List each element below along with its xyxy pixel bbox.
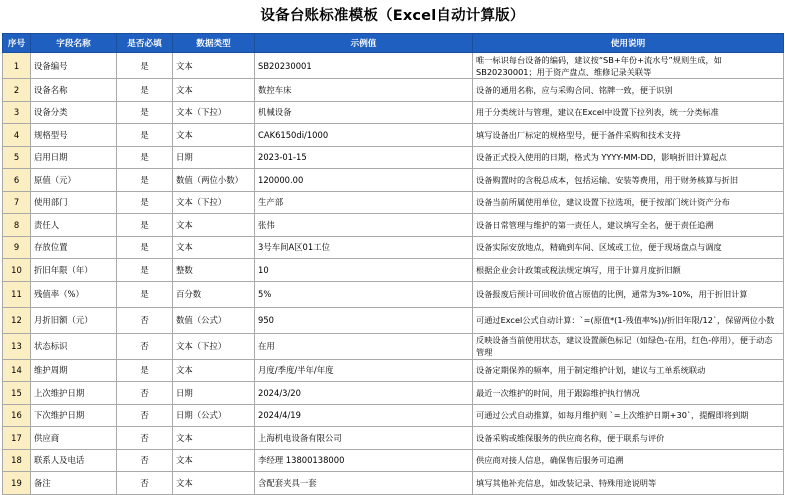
description-text: 设备的通用名称，应与采购合同、铭牌一致，便于识别 — [476, 84, 673, 95]
table-row — [3, 101, 784, 124]
table-row — [3, 124, 784, 147]
description-text: 设备购置时的含税总成本，包括运输、安装等费用，用于财务核算与折旧 — [476, 174, 739, 185]
table-row — [3, 382, 784, 405]
header-required: 是否必填 — [117, 34, 173, 53]
cell-no[interactable]: 2 — [3, 79, 31, 102]
header-no: 序号 — [3, 34, 31, 53]
cell-no[interactable]: 8 — [3, 214, 31, 237]
table-row — [3, 281, 784, 307]
header-description: 使用说明 — [473, 34, 784, 53]
cell-required[interactable]: 是 — [117, 124, 173, 147]
cell-description[interactable] — [473, 382, 784, 405]
description-text: 供应商对接人信息，确保售后服务可追溯 — [476, 455, 624, 466]
description-text: 设备定期保养的频率，用于制定维护计划，建议与工单系统联动 — [476, 365, 706, 376]
cell-description[interactable] — [473, 359, 784, 382]
header-row — [3, 34, 784, 53]
cell-description[interactable] — [473, 146, 784, 169]
cell-no[interactable]: 1 — [3, 53, 31, 79]
table-row — [3, 214, 784, 237]
description-text: 根据企业会计政策或税法规定填写，用于计算月度折旧额 — [476, 264, 681, 275]
cell-type[interactable]: 文本 — [173, 427, 255, 450]
description-text: 填写其他补充信息，如改装记录、特殊用途说明等 — [476, 477, 657, 488]
cell-field[interactable]: 维护周期 — [31, 359, 117, 382]
cell-type[interactable]: 日期 — [173, 382, 255, 405]
cell-field[interactable]: 折旧年限（年） — [31, 259, 117, 282]
cell-example[interactable]: 5% — [255, 281, 473, 307]
cell-description[interactable] — [473, 191, 784, 214]
cell-required[interactable]: 是 — [117, 101, 173, 124]
header-field: 字段名称 — [31, 34, 117, 53]
table-row — [3, 472, 784, 495]
cell-description[interactable] — [473, 214, 784, 237]
cell-description[interactable] — [473, 281, 784, 307]
description-text: 设备采购或维保服务的供应商名称，便于联系与评价 — [476, 432, 665, 443]
cell-example[interactable]: 上海机电设备有限公司 — [255, 427, 473, 450]
cell-type[interactable]: 文本 — [173, 236, 255, 259]
cell-description[interactable] — [473, 79, 784, 102]
cell-type[interactable]: 文本 — [173, 472, 255, 495]
cell-example[interactable]: 在用 — [255, 333, 473, 359]
table-row — [3, 333, 784, 359]
description-text: 反映设备当前使用状态，建议设置颜色标记（如绿色-在用，红色-停用），便于动态管理 — [476, 335, 773, 357]
table-row — [3, 146, 784, 169]
cell-type[interactable]: 整数 — [173, 259, 255, 282]
cell-example[interactable]: 950 — [255, 307, 473, 333]
cell-example[interactable]: 120000.00 — [255, 169, 473, 192]
cell-example[interactable]: CAK6150di/1000 — [255, 124, 473, 147]
cell-type[interactable]: 文本 — [173, 79, 255, 102]
description-text: 可通过公式自动推算，如每月维护则 `=上次维护日期+30`，提醒即将到期 — [476, 410, 749, 421]
page-title: 设备台账标准模板（Excel自动计算版） — [260, 8, 525, 24]
cell-required[interactable]: 是 — [117, 79, 173, 102]
cell-field[interactable]: 供应商 — [31, 427, 117, 450]
cell-example[interactable]: 2023-01-15 — [255, 146, 473, 169]
description-text: 唯一标识每台设备的编码，建议按“SB+年份+流水号”规则生成，如SB20230001；用于资产盘点、维修记录关联等 — [476, 54, 722, 77]
cell-required[interactable]: 是 — [117, 214, 173, 237]
cell-example[interactable]: 生产部 — [255, 191, 473, 214]
cell-type[interactable]: 数值（公式） — [173, 307, 255, 333]
description-text: 可通过Excel公式自动计算：`=(原值*(1-残值率%))/折旧年限/12`，保留两位小数 — [476, 315, 775, 325]
description-text: 设备日常管理与维护的第一责任人，建议填写全名，便于责任追溯 — [476, 219, 714, 230]
cell-no[interactable]: 7 — [3, 191, 31, 214]
cell-type[interactable]: 文本（下拉） — [173, 191, 255, 214]
cell-description[interactable] — [473, 307, 784, 333]
cell-example[interactable]: 3号车间A区01工位 — [255, 236, 473, 259]
description-text: 设备实际安放地点，精确到车间、区域或工位，便于现场盘点与调度 — [476, 242, 722, 253]
description-text: 设备报废后预计可回收价值占原值的比例，通常为3%-10%，用于折旧计算 — [476, 289, 748, 299]
cell-no[interactable]: 14 — [3, 359, 31, 382]
header-type: 数据类型 — [173, 34, 255, 53]
cell-type[interactable]: 文本 — [173, 53, 255, 79]
cell-description[interactable] — [473, 124, 784, 147]
description-text: 填写设备出厂标定的规格型号，便于备件采购和技术支持 — [476, 129, 681, 140]
cell-required[interactable]: 是 — [117, 169, 173, 192]
cell-no[interactable]: 15 — [3, 382, 31, 405]
cell-required[interactable]: 是 — [117, 281, 173, 307]
cell-type[interactable]: 文本 — [173, 449, 255, 472]
header-example: 示例值 — [255, 34, 473, 53]
cell-field[interactable]: 联系人及电话 — [31, 449, 117, 472]
cell-field[interactable]: 原值（元） — [31, 169, 117, 192]
cell-no[interactable]: 19 — [3, 472, 31, 495]
cell-description[interactable] — [473, 101, 784, 124]
equipment-ledger-table — [2, 33, 784, 495]
cell-field[interactable]: 状态标识 — [31, 333, 117, 359]
table-row — [3, 259, 784, 282]
cell-required[interactable]: 否 — [117, 427, 173, 450]
cell-example[interactable]: 李经理 13800138000 — [255, 449, 473, 472]
cell-example[interactable]: 含配套夹具一套 — [255, 472, 473, 495]
cell-description[interactable] — [473, 449, 784, 472]
cell-field[interactable]: 使用部门 — [31, 191, 117, 214]
cell-no[interactable]: 10 — [3, 259, 31, 282]
cell-no[interactable]: 9 — [3, 236, 31, 259]
cell-example[interactable]: 张伟 — [255, 214, 473, 237]
cell-no[interactable]: 17 — [3, 427, 31, 450]
description-text: 最近一次维护的时间，用于跟踪维护执行情况 — [476, 387, 640, 398]
cell-field[interactable]: 上次维护日期 — [31, 382, 117, 405]
cell-example[interactable]: 2024/4/19 — [255, 404, 473, 427]
cell-example[interactable]: 机械设备 — [255, 101, 473, 124]
description-text: 设备当前所属使用单位，建议设置下拉选项，便于按部门统计资产分布 — [476, 197, 730, 208]
cell-no[interactable]: 3 — [3, 101, 31, 124]
cell-no[interactable]: 5 — [3, 146, 31, 169]
cell-type[interactable]: 文本 — [173, 214, 255, 237]
cell-field[interactable]: 存放位置 — [31, 236, 117, 259]
cell-required[interactable]: 否 — [117, 307, 173, 333]
cell-example[interactable]: SB20230001 — [255, 53, 473, 79]
cell-required[interactable]: 是 — [117, 359, 173, 382]
cell-field[interactable]: 残值率（%） — [31, 281, 117, 307]
cell-required[interactable]: 否 — [117, 404, 173, 427]
cell-no[interactable]: 6 — [3, 169, 31, 192]
cell-required[interactable]: 是 — [117, 191, 173, 214]
cell-type[interactable]: 日期（公式） — [173, 404, 255, 427]
table-row — [3, 169, 784, 192]
cell-no[interactable]: 13 — [3, 333, 31, 359]
cell-no[interactable]: 11 — [3, 281, 31, 307]
cell-type[interactable]: 文本 — [173, 359, 255, 382]
cell-type[interactable]: 文本（下拉） — [173, 333, 255, 359]
cell-type[interactable]: 百分数 — [173, 281, 255, 307]
table-row — [3, 236, 784, 259]
cell-required[interactable]: 否 — [117, 472, 173, 495]
cell-required[interactable]: 否 — [117, 449, 173, 472]
cell-description[interactable] — [473, 169, 784, 192]
cell-example[interactable]: 数控车床 — [255, 79, 473, 102]
cell-description[interactable] — [473, 259, 784, 282]
cell-description[interactable] — [473, 404, 784, 427]
cell-field[interactable]: 设备分类 — [31, 101, 117, 124]
cell-type[interactable]: 文本（下拉） — [173, 101, 255, 124]
cell-example[interactable]: 月度/季度/半年/年度 — [255, 359, 473, 382]
cell-type[interactable]: 文本 — [173, 124, 255, 147]
cell-field[interactable]: 设备编号 — [31, 53, 117, 79]
table-row — [3, 404, 784, 427]
description-text: 设备正式投入使用的日期，格式为 YYYY-MM-DD，影响折旧计算起点 — [476, 152, 727, 163]
table-row — [3, 79, 784, 102]
cell-type[interactable]: 数值（两位小数） — [173, 169, 255, 192]
table-row — [3, 449, 784, 472]
cell-field[interactable]: 责任人 — [31, 214, 117, 237]
table-row — [3, 427, 784, 450]
cell-example[interactable]: 2024/3/20 — [255, 382, 473, 405]
cell-description[interactable] — [473, 53, 784, 79]
cell-field[interactable]: 下次维护日期 — [31, 404, 117, 427]
cell-required[interactable]: 是 — [117, 236, 173, 259]
cell-description[interactable] — [473, 472, 784, 495]
table-row — [3, 307, 784, 333]
cell-required[interactable]: 是 — [117, 259, 173, 282]
cell-field[interactable]: 设备名称 — [31, 79, 117, 102]
table-row — [3, 53, 784, 79]
cell-description[interactable] — [473, 236, 784, 259]
description-text: 用于分类统计与管理，建议在Excel中设置下拉列表，统一分类标准 — [476, 107, 719, 118]
table-row — [3, 191, 784, 214]
cell-no[interactable]: 16 — [3, 404, 31, 427]
cell-no[interactable]: 4 — [3, 124, 31, 147]
table-row — [3, 359, 784, 382]
cell-type[interactable]: 日期 — [173, 146, 255, 169]
cell-required[interactable]: 否 — [117, 333, 173, 359]
cell-no[interactable]: 18 — [3, 449, 31, 472]
cell-required[interactable]: 是 — [117, 53, 173, 79]
cell-description[interactable] — [473, 427, 784, 450]
cell-no[interactable]: 12 — [3, 307, 31, 333]
cell-field[interactable]: 规格型号 — [31, 124, 117, 147]
cell-field[interactable]: 备注 — [31, 472, 117, 495]
cell-description[interactable] — [473, 333, 784, 359]
cell-required[interactable]: 否 — [117, 382, 173, 405]
cell-field[interactable]: 月折旧额（元） — [31, 307, 117, 333]
cell-example[interactable]: 10 — [255, 259, 473, 282]
cell-required[interactable]: 是 — [117, 146, 173, 169]
cell-field[interactable]: 启用日期 — [31, 146, 117, 169]
